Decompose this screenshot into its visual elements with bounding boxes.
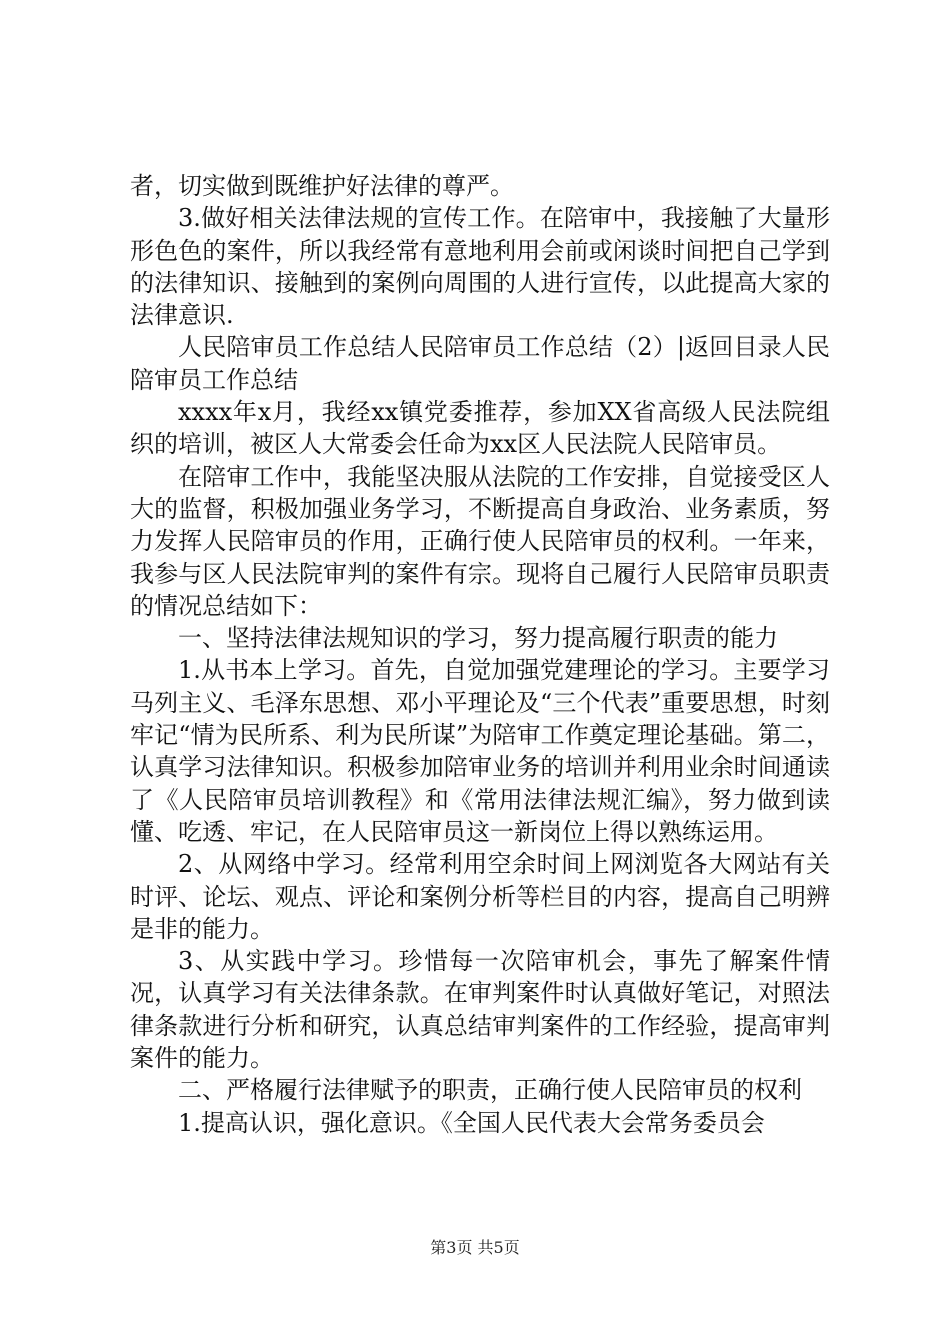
paragraph-8: 2、从网络中学习。经常利用空余时间上网浏览各大网站有关时评、论坛、观点、评论和案例分析等栏目的内容，提高自己明辨是非的能力。 — [130, 850, 830, 943]
paragraph-5: 在陪审工作中，我能坚决服从法院的工作安排，自觉接受区人大的监督，积极加强业务学习，不断提高自身政治、业务素质，努力发挥人民陪审员的作用，正确行使人民陪审员的权利。一年来，我参与区人民法院审判的案件有宗。现将自己履行人民陪审员职责的情况总结如下： — [130, 462, 830, 620]
paragraph-4: xxxx年x月，我经xx镇党委推荐，参加XX省高级人民法院组织的培训，被区人大常委会任命为xx区人民法院人民陪审员。 — [130, 398, 830, 459]
section-heading-1: 一、坚持法律法规知识的学习，努力提高履行职责的能力 — [178, 624, 778, 653]
paragraph-11: 1.提高认识，强化意识。《全国人民代表大会常务委员会 — [178, 1108, 765, 1137]
page-number: 第3页 共5页 — [430, 1238, 520, 1257]
paragraph-3: 人民陪审员工作总结人民陪审员工作总结（2）|返回目录人民陪审员工作总结 — [130, 333, 830, 394]
document-body — [130, 170, 830, 1139]
paragraph-7: 1.从书本上学习。首先，自觉加强党建理论的学习。主要学习马列主义、毛泽东思想、邓小平理论及“三个代表”重要思想，时刻牢记“情为民所系、利为民所谋”为陪审工作奠定理论基础。第二，认真学习法律知识。积极参加陪审业务的培训并利用业余时间通读了《人民陪审员培训教程》和《常用法律法规汇编》，努力做到读懂、吃透、牢记，在人民陪审员这一新岗位上得以熟练运用。 — [130, 656, 830, 846]
paragraph-2: 3.做好相关法律法规的宣传工作。在陪审中，我接触了大量形形色色的案件，所以我经常有意地利用会前或闲谈时间把自己学到的法律知识、接触到的案例向周围的人进行宣传，以此提高大家的法律意识. — [130, 204, 830, 330]
paragraph-9: 3、从实践中学习。珍惜每一次陪审机会，事先了解案件情况，认真学习有关法律条款。在审判案件时认真做好笔记，对照法律条款进行分析和研究，认真总结审判案件的工作经验，提高审判案件的能力。 — [130, 947, 830, 1073]
paragraph-1: 者，切实做到既维护好法律的尊严。 — [130, 172, 514, 200]
section-heading-2: 二、严格履行法律赋予的职责，正确行使人民陪审员的权利 — [178, 1076, 802, 1105]
